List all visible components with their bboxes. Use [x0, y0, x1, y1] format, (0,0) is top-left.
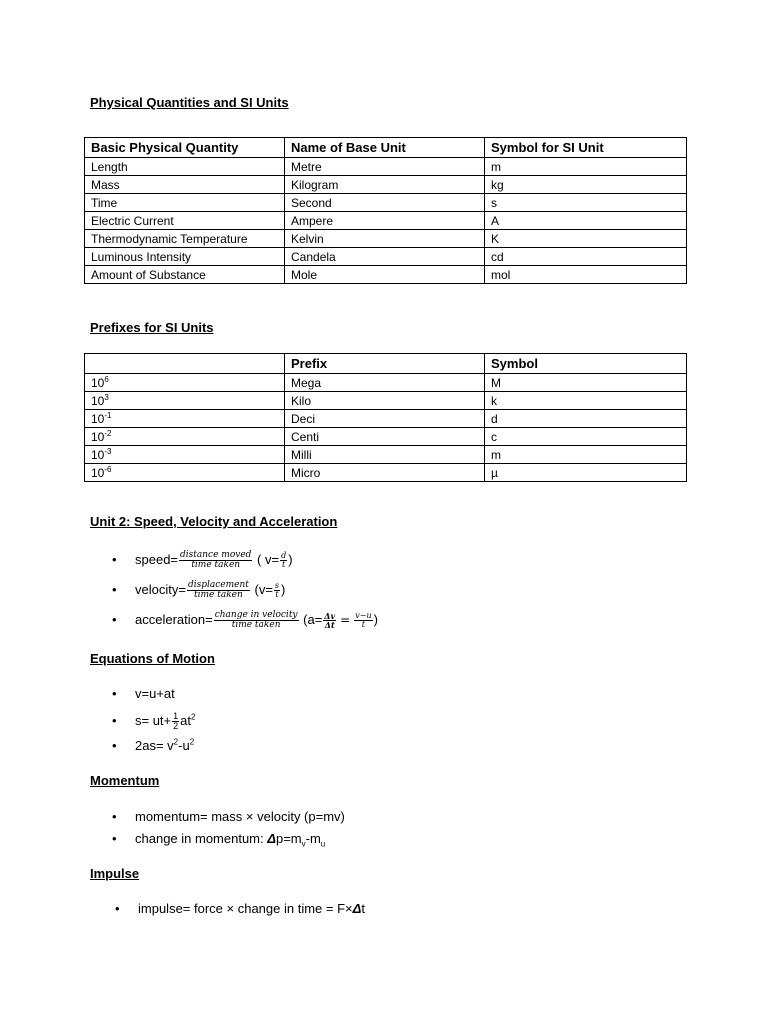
list-item — [90, 828, 345, 850]
delta-symbol: Δ — [352, 901, 362, 916]
quantity-cell: Electric Current — [85, 212, 285, 230]
momentum-list — [90, 806, 345, 850]
quantity-cell: Amount of Substance — [85, 266, 285, 284]
symbol-cell: m — [485, 446, 687, 464]
power-cell — [85, 410, 285, 428]
table-row — [85, 464, 687, 482]
fraction-denominator: t — [282, 560, 286, 570]
table-row — [85, 176, 687, 194]
power-exponent: 3 — [104, 392, 109, 402]
unit2-heading: Unit 2: Speed, Velocity and Acceleration — [90, 514, 338, 529]
unit-cell: Metre — [285, 158, 485, 176]
symbol-cell: d — [485, 410, 687, 428]
speed-short-fraction — [280, 552, 287, 569]
change-momentum-formula: p=m — [275, 831, 302, 846]
fraction-numerator: change in velocity — [214, 610, 298, 621]
fraction-denominator: 2 — [173, 721, 179, 732]
power-exponent: 6 — [104, 374, 109, 384]
list-item — [90, 683, 195, 707]
equations-heading: Equations of Motion — [90, 651, 215, 666]
fraction-numerator: d — [281, 551, 287, 561]
fraction-numerator: s — [274, 581, 280, 591]
power-base: 10 — [91, 447, 105, 462]
speed-label: speed= — [135, 552, 179, 567]
fraction-denominator: time taken — [231, 620, 281, 631]
equation-2-prefix: s= ut+ — [135, 713, 172, 728]
table-row — [85, 410, 687, 428]
table-row — [85, 248, 687, 266]
table-row — [85, 266, 687, 284]
velocity-fraction — [187, 581, 250, 600]
header-symbol: Symbol — [485, 354, 687, 374]
list-item — [93, 898, 365, 920]
close-paren: ) — [288, 552, 293, 567]
symbol-cell: m — [485, 158, 687, 176]
fraction-denominator: t — [275, 590, 279, 600]
power-exponent: -6 — [104, 464, 112, 474]
fraction-numerator: Δv — [324, 611, 336, 622]
fraction-denominator: time taken — [191, 560, 241, 571]
prefixes-table — [84, 353, 687, 482]
half-fraction — [172, 712, 179, 731]
symbol-cell: M — [485, 374, 687, 392]
power-base: 10 — [91, 375, 105, 390]
table-row — [85, 446, 687, 464]
quantity-cell: Thermodynamic Temperature — [85, 230, 285, 248]
table-row — [85, 212, 687, 230]
power-exponent: -2 — [104, 428, 112, 438]
header-base-unit: Name of Base Unit — [285, 138, 485, 158]
prefix-cell: Kilo — [285, 392, 485, 410]
symbol-cell: A — [485, 212, 687, 230]
equation-1: v=u+at — [135, 686, 175, 701]
impulse-list — [93, 898, 365, 920]
equation-3-exponent-1: 2 — [173, 737, 179, 747]
si-units-heading: Physical Quantities and SI Units — [90, 95, 289, 110]
table-row — [85, 230, 687, 248]
fraction-denominator: time taken — [194, 590, 243, 601]
table-row — [85, 374, 687, 392]
change-momentum-label: change in momentum: — [135, 831, 268, 846]
power-cell — [85, 392, 285, 410]
unit-cell: Kelvin — [285, 230, 485, 248]
velocity-label: velocity= — [135, 582, 186, 597]
power-base: 10 — [91, 393, 105, 408]
equations-list — [90, 683, 195, 757]
symbol-cell: c — [485, 428, 687, 446]
fraction-numerator: 1 — [173, 711, 179, 722]
acceleration-fraction — [214, 611, 299, 630]
velocity-short-open: (v= — [254, 582, 273, 597]
fraction-numerator: distance moved — [180, 550, 252, 561]
power-exponent: -3 — [104, 446, 112, 456]
unit-cell: Kilogram — [285, 176, 485, 194]
list-item — [90, 806, 345, 828]
table-row — [85, 194, 687, 212]
list-item — [90, 735, 195, 757]
close-paren: ) — [281, 582, 286, 597]
prefixes-heading: Prefixes for SI Units — [90, 320, 214, 335]
unit-cell: Ampere — [285, 212, 485, 230]
table-header-row — [85, 138, 687, 158]
si-units-table — [84, 137, 687, 284]
equation-3-prefix: 2as= v — [135, 738, 174, 753]
uv-fraction — [354, 612, 372, 629]
symbol-cell: s — [485, 194, 687, 212]
speed-fraction — [179, 551, 252, 570]
equals-sign: = — [340, 613, 351, 627]
impulse-heading: Impulse — [90, 866, 140, 881]
unit-cell: Mole — [285, 266, 485, 284]
impulse-formula: impulse= force × change in time = F× — [138, 901, 353, 916]
power-exponent: -1 — [104, 410, 112, 420]
table-row — [85, 428, 687, 446]
unit-cell: Candela — [285, 248, 485, 266]
list-item — [90, 605, 378, 635]
unit2-formula-list — [90, 545, 378, 635]
header-power — [85, 354, 285, 374]
list-item — [90, 707, 195, 735]
table-row — [85, 158, 687, 176]
header-prefix: Prefix — [285, 354, 485, 374]
quantity-cell: Mass — [85, 176, 285, 194]
prefix-cell: Deci — [285, 410, 485, 428]
header-symbol: Symbol for SI Unit — [485, 138, 687, 158]
list-item — [90, 575, 378, 605]
list-item — [90, 545, 378, 575]
prefix-cell: Micro — [285, 464, 485, 482]
power-cell — [85, 464, 285, 482]
symbol-cell: K — [485, 230, 687, 248]
speed-short-open: ( v= — [257, 552, 280, 567]
close-paren: ) — [373, 612, 378, 627]
acceleration-short-open: (a= — [303, 612, 323, 627]
impulse-formula-end: t — [361, 901, 365, 916]
equation-2-exponent: 2 — [191, 712, 196, 722]
quantity-cell: Time — [85, 194, 285, 212]
power-cell — [85, 374, 285, 392]
power-cell — [85, 428, 285, 446]
delta-fraction — [323, 612, 336, 629]
acceleration-label: acceleration= — [135, 612, 213, 627]
momentum-formula: momentum= mass × velocity (p=mv) — [135, 809, 345, 824]
power-base: 10 — [91, 411, 105, 426]
equation-3-exponent-2: 2 — [189, 737, 195, 747]
quantity-cell: Luminous Intensity — [85, 248, 285, 266]
header-quantity: Basic Physical Quantity — [85, 138, 285, 158]
symbol-cell: µ — [485, 464, 687, 482]
equation-3-middle: -u — [178, 738, 190, 753]
fraction-denominator: Δt — [324, 620, 335, 631]
fraction-denominator: t — [361, 620, 366, 630]
symbol-cell: kg — [485, 176, 687, 194]
symbol-cell: mol — [485, 266, 687, 284]
prefix-cell: Milli — [285, 446, 485, 464]
table-header-row — [85, 354, 687, 374]
symbol-cell: cd — [485, 248, 687, 266]
delta-symbol: Δ — [267, 831, 276, 846]
equation-2-suffix: at — [180, 713, 191, 728]
velocity-short-fraction — [274, 582, 280, 599]
symbol-cell: k — [485, 392, 687, 410]
power-base: 10 — [91, 429, 105, 444]
prefix-cell: Centi — [285, 428, 485, 446]
momentum-heading: Momentum — [90, 773, 160, 788]
fraction-numerator: v−u — [355, 611, 372, 621]
unit-cell: Second — [285, 194, 485, 212]
power-cell — [85, 446, 285, 464]
power-base: 10 — [91, 465, 105, 480]
fraction-numerator: displacement — [187, 580, 249, 591]
table-row — [85, 392, 687, 410]
subscript-u: u — [320, 839, 326, 849]
prefix-cell: Mega — [285, 374, 485, 392]
quantity-cell: Length — [85, 158, 285, 176]
subscript-v: v — [301, 839, 306, 849]
change-momentum-minus: -m — [305, 831, 321, 846]
